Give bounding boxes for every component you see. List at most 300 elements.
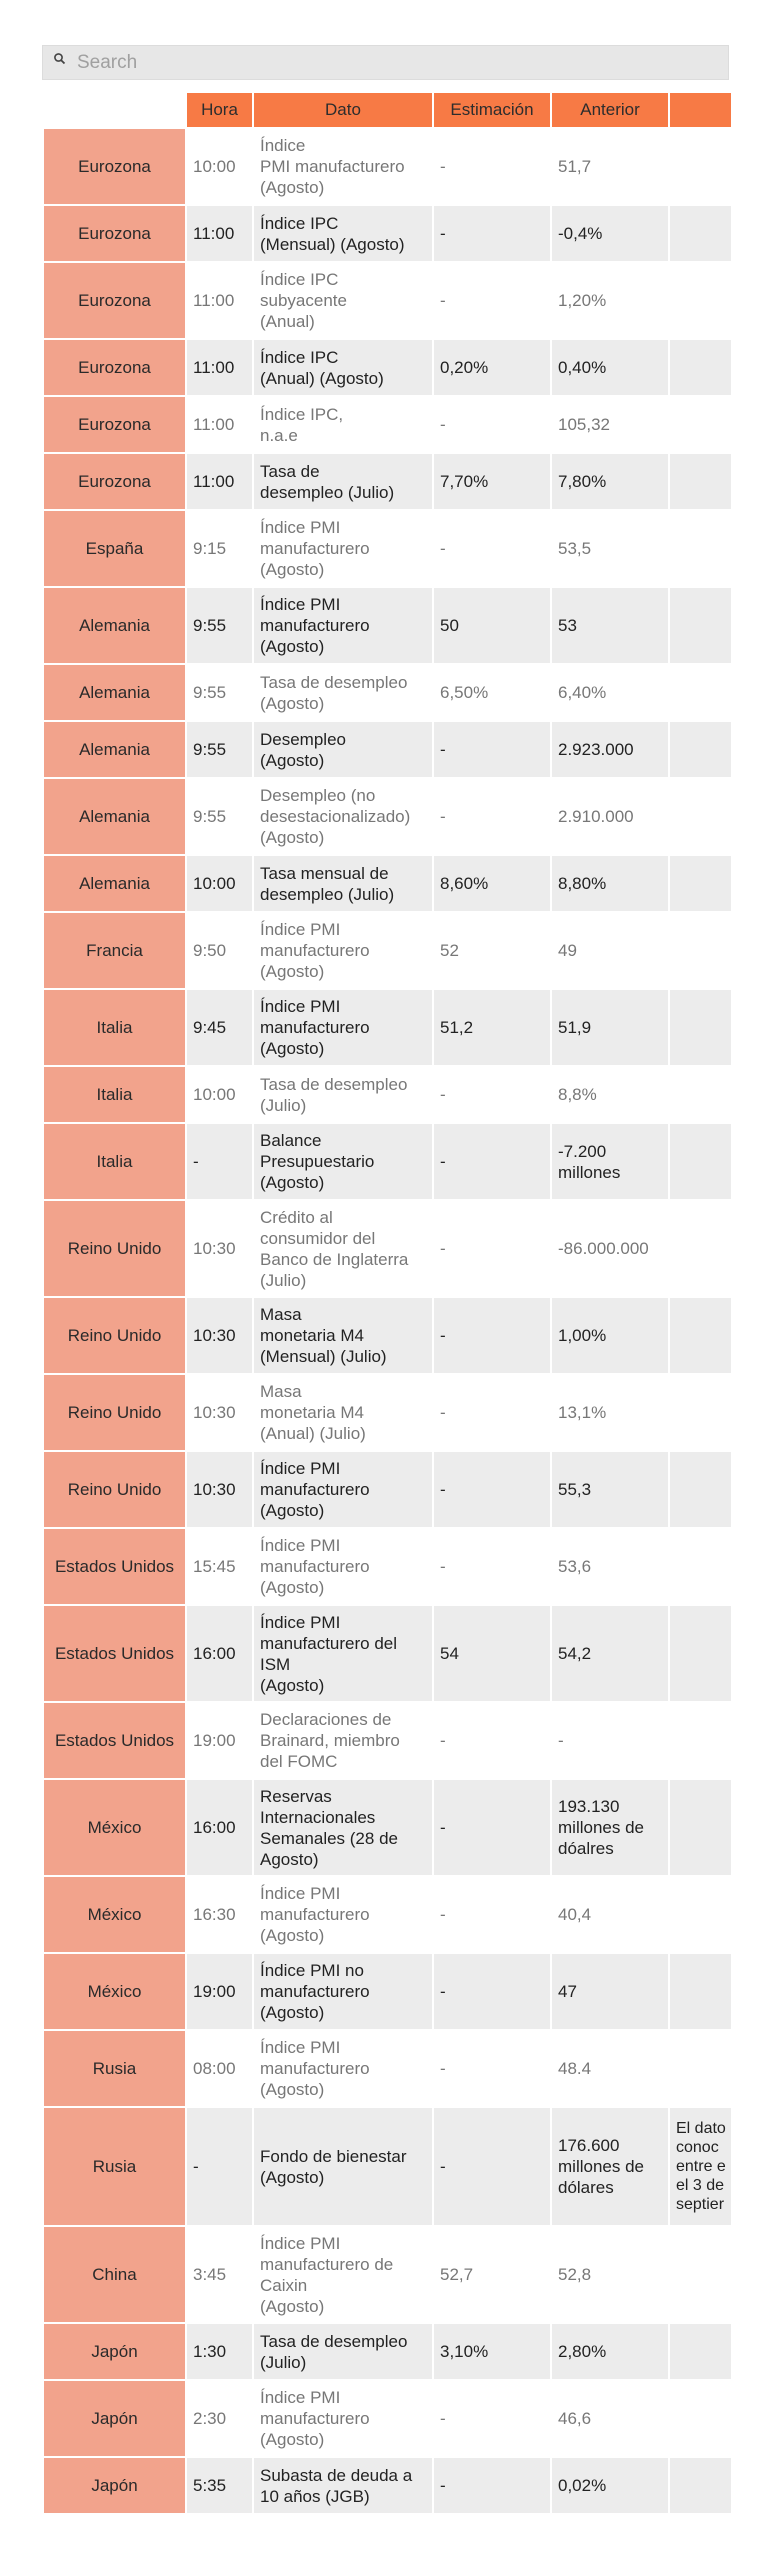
previous-cell (552, 1606, 668, 1701)
event-cell (254, 665, 432, 720)
country-cell: México (44, 1877, 185, 1952)
time-cell: 5:35 (187, 2458, 252, 2513)
note-cell (670, 2227, 731, 2322)
table-row (44, 2458, 731, 2513)
table-row (44, 856, 731, 911)
country-cell: Italia (44, 1067, 185, 1122)
event-line: desempleo (Julio) (260, 482, 395, 502)
country-cell: Alemania (44, 588, 185, 663)
country-cell: Estados Unidos (44, 1703, 185, 1778)
event-line: Índice IPC (260, 270, 339, 289)
table-row (44, 2227, 731, 2322)
event-line: (Julio) (260, 1095, 307, 1115)
event-line: Índice PMI (260, 1536, 341, 1555)
event-cell (254, 1954, 432, 2029)
note-cell (670, 588, 731, 663)
country-cell: Alemania (44, 779, 185, 854)
estimate-cell: - (434, 722, 550, 777)
note-cell (670, 2108, 731, 2225)
note-cell (670, 856, 731, 911)
previous-cell (552, 665, 668, 720)
event-cell (254, 1877, 432, 1952)
country-cell: México (44, 1954, 185, 2029)
country-cell: Alemania (44, 722, 185, 777)
event-line: (Agosto) (260, 1578, 325, 1597)
previous-cell (552, 2031, 668, 2106)
note-cell (670, 1954, 731, 2029)
event-cell (254, 2108, 432, 2225)
estimate-cell: 6,50% (434, 665, 550, 720)
country-cell: Japón (44, 2324, 185, 2379)
previous-cell (552, 340, 668, 395)
country-cell: México (44, 1780, 185, 1875)
previous-line: 1,00% (558, 1326, 607, 1345)
time-cell: 11:00 (187, 397, 252, 452)
event-cell (254, 1375, 432, 1450)
event-line: (Anual) (Julio) (260, 1424, 366, 1443)
previous-cell (552, 856, 668, 911)
previous-line: 0,40% (558, 358, 607, 377)
header-estimacion: Estimación (434, 93, 550, 127)
event-line: Índice PMI (260, 1884, 341, 1903)
header-extra (670, 93, 731, 127)
note-cell (670, 990, 731, 1065)
country-cell: Eurozona (44, 454, 185, 509)
note-cell (670, 2458, 731, 2513)
event-line: Índice PMI (260, 595, 341, 614)
table-row (44, 340, 731, 395)
previous-line: dóalres (558, 1839, 614, 1858)
estimate-cell: - (434, 779, 550, 854)
previous-cell (552, 1067, 668, 1122)
event-line: manufacturero (260, 1905, 370, 1924)
previous-cell (552, 1877, 668, 1952)
previous-cell (552, 206, 668, 261)
country-cell: Reino Unido (44, 1452, 185, 1527)
time-cell: 1:30 (187, 2324, 252, 2379)
country-cell: Francia (44, 913, 185, 988)
event-cell (254, 263, 432, 338)
event-line: Semanales (28 de (260, 1828, 398, 1848)
event-line: (Mensual) (Agosto) (260, 234, 405, 254)
event-cell (254, 913, 432, 988)
event-line: (Anual) (Agosto) (260, 368, 384, 388)
table-header-row (44, 93, 731, 127)
note-cell (670, 397, 731, 452)
note-cell (670, 722, 731, 777)
previous-cell (552, 779, 668, 854)
table-row (44, 665, 731, 720)
event-line: manufacturero (260, 2059, 370, 2078)
event-line: (Agosto) (260, 828, 325, 847)
estimate-cell: - (434, 1529, 550, 1604)
note-cell (670, 2381, 731, 2456)
event-cell (254, 1452, 432, 1527)
country-cell: España (44, 511, 185, 586)
event-line: Índice (260, 136, 306, 155)
previous-cell (552, 722, 668, 777)
note-cell (670, 1452, 731, 1527)
time-cell: 2:30 (187, 2381, 252, 2456)
note-line: conoc (676, 2139, 719, 2156)
previous-cell (552, 913, 668, 988)
previous-line: 0,02% (558, 2476, 607, 2495)
previous-line: 48.4 (558, 2059, 592, 2078)
country-cell: Italia (44, 990, 185, 1065)
event-line: monetaria M4 (260, 1403, 364, 1422)
estimate-cell: - (434, 397, 550, 452)
previous-cell (552, 588, 668, 663)
event-line: subyacente (260, 291, 347, 310)
event-line: ISM (260, 1654, 291, 1674)
previous-line: 105,32 (558, 415, 610, 434)
estimate-cell: 7,70% (434, 454, 550, 509)
search-icon (53, 52, 67, 66)
event-line: Índice PMI (260, 518, 341, 537)
previous-line: 2.910.000 (558, 807, 634, 826)
event-cell (254, 2381, 432, 2456)
event-cell (254, 856, 432, 911)
time-cell: 10:00 (187, 1067, 252, 1122)
country-cell: Alemania (44, 856, 185, 911)
event-cell (254, 206, 432, 261)
event-cell (254, 1298, 432, 1373)
time-cell: 11:00 (187, 206, 252, 261)
previous-line: -7.200 (558, 1141, 607, 1161)
country-cell: Alemania (44, 665, 185, 720)
event-line: Índice PMI (260, 1612, 341, 1632)
time-cell: - (187, 2108, 252, 2225)
estimate-cell: - (434, 2381, 550, 2456)
previous-cell (552, 1452, 668, 1527)
estimate-cell: - (434, 1703, 550, 1778)
table-row (44, 2324, 731, 2379)
event-cell (254, 397, 432, 452)
event-line: (Agosto) (260, 2296, 325, 2316)
time-cell: - (187, 1124, 252, 1199)
previous-line: 53 (558, 616, 577, 635)
note-cell (670, 779, 731, 854)
event-line: (Agosto) (260, 2430, 325, 2449)
event-line: (Agosto) (260, 1501, 325, 1520)
event-line: Tasa de desempleo (260, 672, 408, 692)
estimate-cell: 51,2 (434, 990, 550, 1065)
event-cell (254, 2324, 432, 2379)
event-line: Índice IPC (260, 213, 339, 233)
time-cell: 9:55 (187, 665, 252, 720)
note-cell (670, 1201, 731, 1296)
event-line: (Agosto) (260, 2167, 325, 2187)
previous-cell (552, 263, 668, 338)
event-cell (254, 722, 432, 777)
country-cell: Japón (44, 2458, 185, 2513)
economic-calendar-table (42, 91, 733, 2515)
table-row (44, 511, 731, 586)
note-line: entre e (676, 2158, 726, 2175)
time-cell: 16:00 (187, 1606, 252, 1701)
note-cell (670, 665, 731, 720)
event-line: consumidor del (260, 1228, 376, 1248)
previous-cell (552, 511, 668, 586)
event-line: manufacturero (260, 1480, 370, 1499)
previous-cell (552, 2227, 668, 2322)
previous-cell (552, 1780, 668, 1875)
event-line: (Agosto) (260, 1675, 325, 1695)
estimate-cell: 3,10% (434, 2324, 550, 2379)
event-line: Agosto) (260, 1849, 319, 1869)
table-row (44, 1780, 731, 1875)
previous-line: -0,4% (558, 224, 603, 243)
event-line: Masa (260, 1305, 302, 1324)
note-line: septier (676, 2196, 725, 2213)
previous-cell (552, 2458, 668, 2513)
previous-line: 54,2 (558, 1644, 592, 1663)
header-anterior: Anterior (552, 93, 668, 127)
event-line: (Agosto) (260, 962, 325, 981)
estimate-cell: 52,7 (434, 2227, 550, 2322)
previous-line: 52,8 (558, 2265, 592, 2284)
previous-line: 7,80% (558, 472, 607, 491)
table-row (44, 1877, 731, 1952)
event-line: Índice PMI no (260, 1961, 364, 1980)
event-line: Internacionales (260, 1807, 376, 1827)
table-row (44, 1298, 731, 1373)
event-line: del FOMC (260, 1752, 338, 1771)
event-cell (254, 1780, 432, 1875)
time-cell: 10:00 (187, 856, 252, 911)
event-line: (Agosto) (260, 1926, 325, 1945)
note-cell (670, 340, 731, 395)
event-line: (Agosto) (260, 1039, 325, 1058)
note-cell (670, 2324, 731, 2379)
estimate-cell: - (434, 1375, 550, 1450)
estimate-cell: - (434, 511, 550, 586)
time-cell: 16:30 (187, 1877, 252, 1952)
previous-line: 8,8% (558, 1085, 597, 1104)
country-cell: Rusia (44, 2031, 185, 2106)
time-cell: 15:45 (187, 1529, 252, 1604)
time-cell: 9:55 (187, 722, 252, 777)
event-line: Crédito al (260, 1207, 333, 1227)
event-line: Presupuestario (260, 1152, 375, 1171)
table-row (44, 913, 731, 988)
table-row (44, 990, 731, 1065)
time-cell: 19:00 (187, 1954, 252, 2029)
event-line: Índice PMI (260, 2388, 341, 2407)
event-line: manufacturero de (260, 2254, 394, 2274)
previous-line: millones de (558, 2157, 644, 2176)
event-line: (Agosto) (260, 178, 325, 197)
estimate-cell: 54 (434, 1606, 550, 1701)
note-cell (670, 1780, 731, 1875)
event-line: Tasa de (260, 461, 320, 481)
event-cell (254, 2227, 432, 2322)
note-cell (670, 1124, 731, 1199)
country-cell: Reino Unido (44, 1298, 185, 1373)
time-cell: 10:30 (187, 1452, 252, 1527)
table-row (44, 2381, 731, 2456)
event-line: Masa (260, 1382, 302, 1401)
table-row (44, 1124, 731, 1199)
estimate-cell: 0,20% (434, 340, 550, 395)
estimate-cell: - (434, 1877, 550, 1952)
previous-cell (552, 1124, 668, 1199)
previous-line: 55,3 (558, 1480, 592, 1499)
previous-line: 46,6 (558, 2409, 592, 2428)
country-cell: Eurozona (44, 340, 185, 395)
previous-line: 176.600 (558, 2136, 620, 2155)
event-cell (254, 1529, 432, 1604)
header-country (44, 93, 185, 127)
previous-line: - (558, 1731, 564, 1750)
event-cell (254, 511, 432, 586)
country-cell: Eurozona (44, 263, 185, 338)
estimate-cell: - (434, 2031, 550, 2106)
time-cell: 08:00 (187, 2031, 252, 2106)
previous-line: -86.000.000 (558, 1239, 649, 1258)
country-cell: Eurozona (44, 206, 185, 261)
header-dato: Dato (254, 93, 432, 127)
event-cell (254, 1703, 432, 1778)
event-cell (254, 454, 432, 509)
event-line: Tasa mensual de (260, 863, 389, 883)
previous-line: 2,80% (558, 2342, 607, 2361)
time-cell: 16:00 (187, 1780, 252, 1875)
search-input[interactable] (77, 46, 717, 79)
previous-line: 1,20% (558, 291, 607, 310)
table-row (44, 1375, 731, 1450)
previous-line: 13,1% (558, 1403, 607, 1422)
note-cell (670, 1067, 731, 1122)
estimate-cell: - (434, 129, 550, 204)
previous-cell (552, 2324, 668, 2379)
table-row (44, 1606, 731, 1701)
event-line: Brainard, miembro (260, 1731, 400, 1750)
previous-cell (552, 990, 668, 1065)
estimate-cell: 8,60% (434, 856, 550, 911)
event-line: Desempleo (no (260, 786, 376, 805)
country-cell: Rusia (44, 2108, 185, 2225)
event-cell (254, 990, 432, 1065)
previous-line: 53,5 (558, 539, 592, 558)
previous-line: 193.130 (558, 1797, 620, 1816)
previous-line: millones de (558, 1818, 644, 1837)
country-cell: Reino Unido (44, 1375, 185, 1450)
previous-line: 51,7 (558, 157, 592, 176)
previous-cell (552, 1201, 668, 1296)
note-cell (670, 454, 731, 509)
previous-cell (552, 2108, 668, 2225)
table-row (44, 129, 731, 204)
event-line: (Julio) (260, 1270, 307, 1290)
table-row (44, 263, 731, 338)
previous-line: dólares (558, 2178, 614, 2197)
estimate-cell: - (434, 1298, 550, 1373)
event-line: Índice PMI (260, 2038, 341, 2057)
event-line: Balance (260, 1131, 322, 1150)
note-cell (670, 263, 731, 338)
search-box[interactable] (42, 45, 729, 80)
event-cell (254, 588, 432, 663)
previous-line: millones (558, 1162, 621, 1182)
event-line: (Agosto) (260, 637, 325, 656)
country-cell: Estados Unidos (44, 1529, 185, 1604)
table-row (44, 397, 731, 452)
time-cell: 11:00 (187, 340, 252, 395)
table-row (44, 1703, 731, 1778)
estimate-cell: - (434, 2108, 550, 2225)
table-row (44, 722, 731, 777)
note-cell (670, 206, 731, 261)
estimate-cell: - (434, 1124, 550, 1199)
event-cell (254, 1201, 432, 1296)
event-line: Tasa de desempleo (260, 1074, 408, 1094)
event-line: (Agosto) (260, 560, 325, 579)
estimate-cell: - (434, 1954, 550, 2029)
note-cell (670, 1877, 731, 1952)
event-line: (Agosto) (260, 2080, 325, 2099)
note-cell (670, 1375, 731, 1450)
previous-line: 6,40% (558, 683, 607, 702)
event-line: (Agosto) (260, 693, 325, 713)
event-line: desempleo (Julio) (260, 884, 395, 904)
country-cell: Estados Unidos (44, 1606, 185, 1701)
event-line: Banco de Inglaterra (260, 1249, 409, 1269)
time-cell: 10:30 (187, 1298, 252, 1373)
note-cell (670, 1529, 731, 1604)
event-line: desestacionalizado) (260, 807, 411, 826)
previous-cell (552, 1529, 668, 1604)
event-line: Desempleo (260, 729, 346, 749)
previous-cell (552, 2381, 668, 2456)
estimate-cell: - (434, 1780, 550, 1875)
note-cell (670, 1606, 731, 1701)
event-line: Índice IPC (260, 347, 339, 367)
estimate-cell: 50 (434, 588, 550, 663)
time-cell: 19:00 (187, 1703, 252, 1778)
previous-line: 53,6 (558, 1557, 592, 1576)
country-cell: Eurozona (44, 397, 185, 452)
event-line: (Anual) (260, 312, 315, 331)
previous-line: 40,4 (558, 1905, 592, 1924)
previous-line: 2.923.000 (558, 740, 634, 759)
event-line: manufacturero (260, 1982, 370, 2001)
event-line: Índice PMI (260, 997, 341, 1016)
event-line: manufacturero (260, 2409, 370, 2428)
event-cell (254, 779, 432, 854)
event-line: Índice IPC, (260, 404, 344, 424)
estimate-cell: - (434, 1201, 550, 1296)
previous-line: 8,80% (558, 874, 607, 893)
table-row (44, 1529, 731, 1604)
table-row (44, 1954, 731, 2029)
previous-line: 51,9 (558, 1018, 592, 1037)
country-cell: Reino Unido (44, 1201, 185, 1296)
event-line: manufacturero (260, 941, 370, 960)
table-row (44, 779, 731, 854)
event-line: (Agosto) (260, 1173, 325, 1192)
event-cell (254, 340, 432, 395)
previous-cell (552, 454, 668, 509)
previous-cell (552, 1298, 668, 1373)
previous-cell (552, 1375, 668, 1450)
table-row (44, 1067, 731, 1122)
event-line: 10 años (JGB) (260, 2486, 370, 2506)
table-row (44, 2031, 731, 2106)
country-cell: Japón (44, 2381, 185, 2456)
event-line: Fondo de bienestar (260, 2146, 407, 2166)
event-line: monetaria M4 (260, 1326, 364, 1345)
